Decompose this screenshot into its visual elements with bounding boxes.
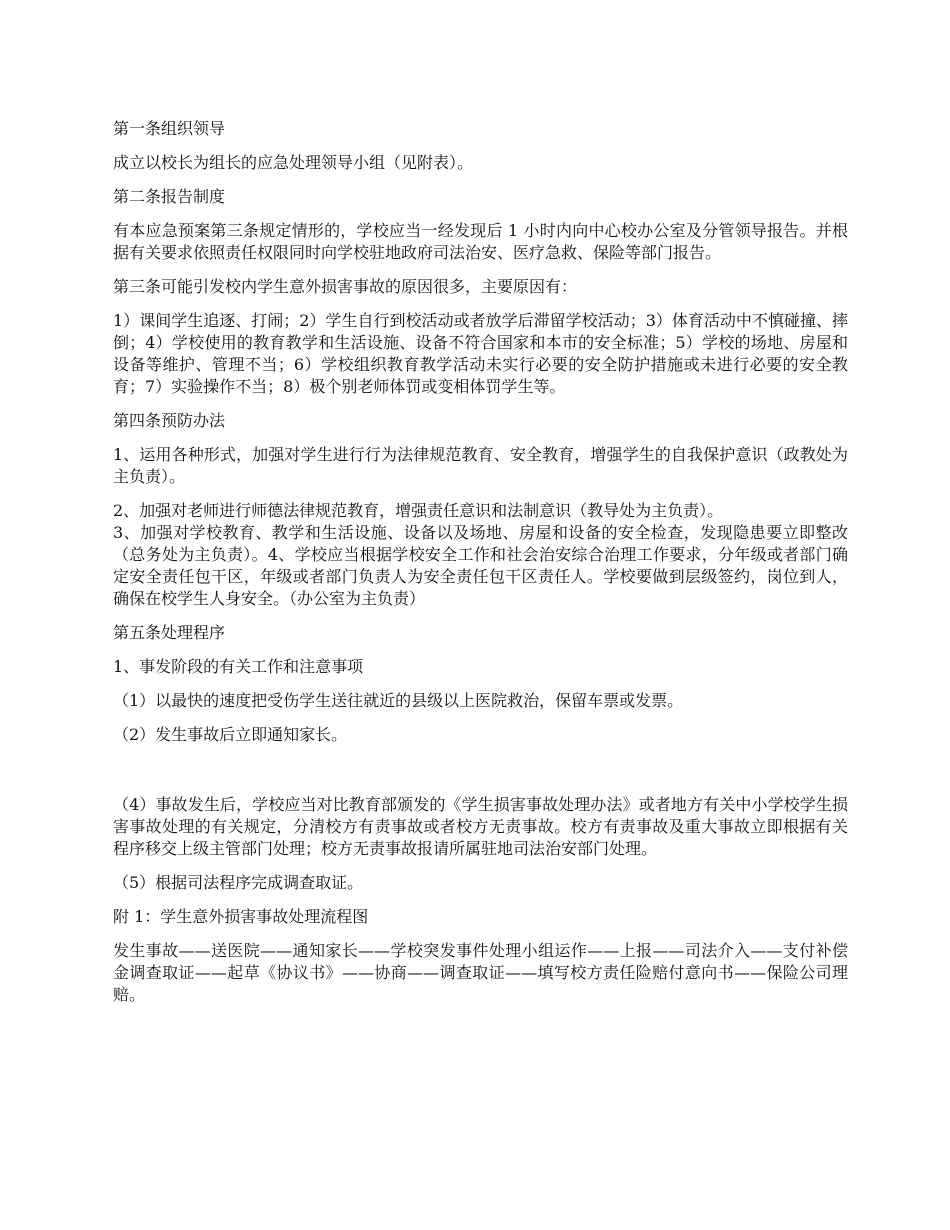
- prevention-item-2: 2、加强对老师进行师德法律规范教育，增强责任意识和法制意识（教导处为主负责）。: [113, 501, 724, 520]
- procedure-section-1-heading: 1、事发阶段的有关工作和注意事项: [113, 657, 364, 676]
- blank-gap: [113, 758, 848, 794]
- article-3-causes: 1）课间学生追逐、打闹；2）学生自行到校活动或者放学后滞留学校活动；3）体育活动中不慎碰撞、摔倒；4）学校使用的教育教学和生活设施、设备不符合国家和本市的安全标准；5）学校的场地、房屋和设备等维护、管理不当；6）学校组织教育教学活动未实行必要的安全防护措施或未进行必要的安全教育；7）实验操作不当；8）极个别老师体罚或变相体罚学生等。: [113, 311, 848, 396]
- prevention-item-3-4: 3、加强对学校教育、教学和生活设施、设备以及场地、房屋和设备的安全检查，发现隐患要立即整改（总务处为主负责）。4、学校应当根据学校安全工作和社会治安综合治理工作要求，分年级或者部门确定安全责任包干区，年级或者部门负责人为安全责任包干区责任人。学校要做到层级签约，岗位到人，确保在校学生人身安全。（办公室为主负责）: [113, 523, 848, 608]
- article-4-heading: 第四条预防办法: [113, 411, 226, 430]
- procedure-step-5: （5）根据司法程序完成调查取证。: [113, 873, 364, 892]
- article-1-heading: 第一条组织领导: [113, 119, 226, 138]
- procedure-step-1: （1）以最快的速度把受伤学生送往就近的县级以上医院救治，保留车票或发票。: [113, 691, 684, 710]
- article-2-body: 有本应急预案第三条规定情形的，学校应当一经发现后 1 小时内向中心校办公室及分管领导报告。并根据有关要求依照责任权限同时向学校驻地政府司法治安、医疗急救、保险等部门报告。: [113, 221, 848, 262]
- document-body: [113, 118, 848, 1018]
- article-1-body: 成立以校长为组长的应急处理领导小组（见附表）。: [113, 153, 474, 172]
- procedure-step-4: （4）事故发生后，学校应当对比教育部颁发的《学生损害事故处理办法》或者地方有关中小学校学生损害事故处理的有关规定，分清校方有责事故或者校方无责事故。校方有责事故及重大事故立即根据有关程序移交上级主管部门处理；校方无责事故报请所属驻地司法治安部门处理。: [113, 795, 848, 858]
- article-3-heading: 第三条可能引发校内学生意外损害事故的原因很多，主要原因有：: [113, 277, 578, 296]
- procedure-step-2: （2）发生事故后立即通知家长。: [113, 725, 348, 744]
- article-5-heading: 第五条处理程序: [113, 623, 226, 642]
- appendix-1-flow: 发生事故——送医院——通知家长——学校突发事件处理小组运作——上报——司法介入——支付补偿金调查取证——起草《协议书》——协商——调查取证——填写校方责任险赔付意向书——保险公司理赔。: [113, 941, 848, 1004]
- prevention-item-1: 1、运用各种形式，加强对学生进行行为法律规范教育、安全教育，增强学生的自我保护意识（政教处为主负责）。: [113, 445, 848, 486]
- article-2-heading: 第二条报告制度: [113, 187, 226, 206]
- appendix-1-title: 附 1：学生意外损害事故处理流程图: [113, 907, 369, 926]
